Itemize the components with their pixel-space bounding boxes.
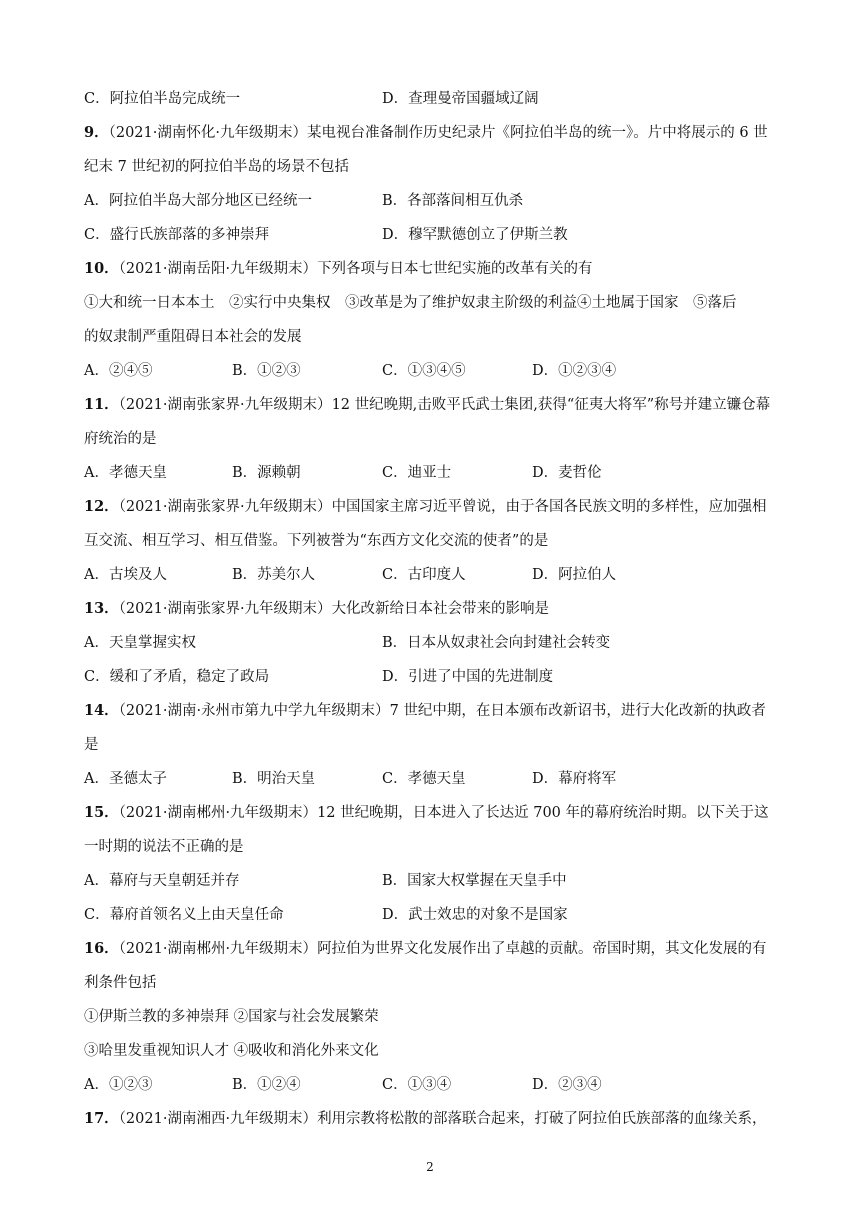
question-text: 利用宗教将松散的部落联合起来，打破了阿拉伯氏族部落的血缘关系， — [317, 1111, 767, 1127]
text: 利条件包括 — [84, 975, 157, 991]
question-text: 某电视台准备制作历史纪录片《阿拉伯半岛的统一》。片中将展示的 6 世 — [306, 125, 768, 141]
question-source: （2021·湖南郴州·九年级期末） — [118, 941, 318, 957]
text: ①伊斯兰教的多神崇拜 ②国家与社会发展繁荣 — [84, 1009, 379, 1025]
text: ①大和统一日本本土 ②实行中央集权 ③改革是为了维护奴隶主阶级的利益④土地属于国家 ⑤落后 — [84, 295, 737, 311]
question-stem — [84, 936, 784, 970]
options-row — [84, 1072, 784, 1106]
option: C．①③④⑤ — [382, 363, 466, 379]
text: ③哈里发重视知识人才 ④吸收和消化外来文化 — [84, 1043, 379, 1059]
text-line — [84, 426, 784, 460]
question-source: （2021·湖南湘西·九年级期末） — [118, 1111, 318, 1127]
question-text: 大化改新给日本社会带来的影响是 — [331, 601, 550, 617]
question-text: 12 世纪晚期，日本进入了长达近 700 年的幕府统治时期。以下关于这 — [317, 805, 769, 821]
text-line — [84, 834, 784, 868]
option: A．阿拉伯半岛大部分地区已经统一 — [84, 193, 312, 209]
question-source: （2021·湖南张家界·九年级期末） — [118, 499, 332, 515]
question-number: 10． — [84, 260, 119, 277]
option: C．孝德天皇 — [382, 771, 466, 787]
question-number: 15． — [84, 804, 119, 821]
question-source: （2021·湖南郴州·九年级期末） — [118, 805, 318, 821]
option: A．②④⑤ — [84, 363, 153, 379]
question-number: 16． — [84, 940, 119, 957]
option: B．日本从奴隶社会向封建社会转变 — [382, 635, 611, 651]
option: B．苏美尔人 — [232, 567, 316, 583]
question-number: 11． — [84, 396, 119, 413]
option: D．查理曼帝国疆域辽阔 — [382, 91, 539, 107]
option: D．引进了中国的先进制度 — [382, 669, 554, 685]
question-stem — [84, 392, 784, 426]
options-row — [84, 562, 784, 596]
option: B．各部落间相互仇杀 — [382, 193, 524, 209]
text-line — [84, 528, 784, 562]
option: C．①③④ — [382, 1077, 452, 1093]
option: B．①②④ — [232, 1077, 301, 1093]
option: B．明治天皇 — [232, 771, 316, 787]
question-number: 14． — [84, 702, 119, 719]
question-text: 12 世纪晚期,击败平氏武士集团,获得“征夷大将军”称号并建立镰仓幕 — [331, 397, 771, 413]
option: D．①②③④ — [532, 363, 617, 379]
option: D．阿拉伯人 — [532, 567, 617, 583]
question-source: （2021·湖南张家界·九年级期末） — [118, 601, 332, 617]
question-stem — [84, 256, 784, 290]
options-row — [84, 460, 784, 494]
options-row — [84, 766, 784, 800]
text-line — [84, 1038, 784, 1072]
option: D．穆罕默德创立了伊斯兰教 — [382, 227, 568, 243]
question-stem — [84, 494, 784, 528]
question-source: （2021·湖南岳阳·九年级期末） — [118, 261, 318, 277]
text: 纪末 7 世纪初的阿拉伯半岛的场景不包括 — [84, 159, 349, 175]
option: A．古埃及人 — [84, 567, 167, 583]
text-line — [84, 970, 784, 1004]
question-number: 9． — [84, 124, 109, 141]
question-stem — [84, 1106, 784, 1140]
question-text: 下列各项与日本七世纪实施的改革有关的有 — [317, 261, 593, 277]
option: D．麦哲伦 — [532, 465, 602, 481]
question-source: （2021·湖南怀化·九年级期末） — [108, 125, 307, 141]
question-text: 中国国家主席习近平曾说，由于各国各民族文明的多样性，应加强相 — [331, 499, 767, 515]
text-line — [84, 154, 784, 188]
question-stem — [84, 698, 784, 732]
option: B．①②③ — [232, 363, 301, 379]
text-line — [84, 732, 784, 766]
text: 府统治的是 — [84, 431, 157, 447]
question-source: （2021·湖南·永州市第九中学九年级期末） — [118, 703, 390, 719]
option: A．幕府与天皇朝廷并存 — [84, 873, 240, 889]
question-number: 13． — [84, 600, 119, 617]
question-stem — [84, 120, 784, 154]
question-stem — [84, 596, 784, 630]
options-row — [84, 86, 784, 120]
options-row — [84, 188, 784, 222]
option: A．天皇掌握实权 — [84, 635, 196, 651]
option: C．幕府首领名义上由天皇任命 — [84, 907, 284, 923]
option: D．幕府将军 — [532, 771, 617, 787]
text-line — [84, 324, 784, 358]
text: 的奴隶制严重阻碍日本社会的发展 — [84, 329, 302, 345]
options-row — [84, 222, 784, 256]
options-row — [84, 664, 784, 698]
option: D．②③④ — [532, 1077, 602, 1093]
text: 是 — [84, 737, 99, 753]
text: 互交流、相互学习、相互借鉴。下列被誉为“东西方文化交流的使者”的是 — [84, 533, 549, 549]
option: B．源赖朝 — [232, 465, 301, 481]
question-text: 7 世纪中期，在日本颁布改新诏书，进行大化改新的执政者 — [389, 703, 766, 719]
option: C．迪亚士 — [382, 465, 452, 481]
option: C．古印度人 — [382, 567, 466, 583]
question-number: 12． — [84, 498, 119, 515]
option: D．武士效忠的对象不是国家 — [382, 907, 568, 923]
question-source: （2021·湖南张家界·九年级期末） — [118, 397, 332, 413]
question-list — [84, 86, 784, 1140]
question-stem — [84, 800, 784, 834]
options-row — [84, 630, 784, 664]
options-row — [84, 868, 784, 902]
option: A．孝德天皇 — [84, 465, 167, 481]
option: A．圣德太子 — [84, 771, 167, 787]
option: B．国家大权掌握在天皇手中 — [382, 873, 567, 889]
text-line — [84, 290, 784, 324]
text: 一时期的说法不正确的是 — [84, 839, 244, 855]
option: A．①②③ — [84, 1077, 153, 1093]
option: C．盛行氏族部落的多神崇拜 — [84, 227, 270, 243]
question-text: 阿拉伯为世界文化发展作出了卓越的贡献。帝国时期，其文化发展的有 — [317, 941, 767, 957]
option: C．阿拉伯半岛完成统一 — [84, 91, 241, 107]
option: C．缓和了矛盾，稳定了政局 — [84, 669, 270, 685]
options-row — [84, 358, 784, 392]
options-row — [84, 902, 784, 936]
text-line — [84, 1004, 784, 1038]
page-number: 2 — [426, 1160, 434, 1174]
question-number: 17． — [84, 1110, 119, 1127]
